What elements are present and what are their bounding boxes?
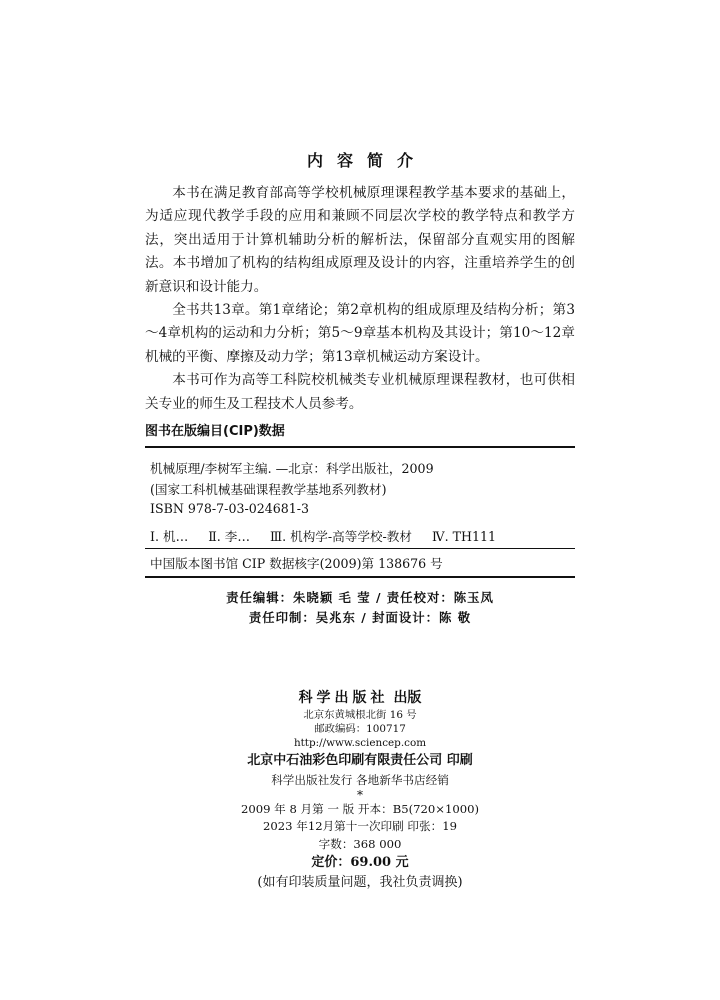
summary-body — [145, 182, 575, 416]
cip-class-item: Ⅱ. 李… — [208, 529, 250, 544]
cip-mid-rule — [145, 548, 575, 549]
credits-production: 责任印制：吴兆东 / 封面设计：陈 敬 — [248, 610, 472, 625]
printing-line: 2023 年12月第十一次印刷 印张：19 — [263, 819, 457, 834]
publisher-postcode: 邮政编码：100717 — [314, 723, 406, 735]
cip-series-line: (国家工科机械基础课程教学基地系列教材) — [150, 482, 387, 497]
imprint-block — [0, 688, 720, 893]
word-count: 字数：368 000 — [318, 836, 402, 851]
publisher-url: http://www.sciencep.com — [293, 737, 427, 749]
distribution-line: 科学出版社发行 各地新华书店经销 — [271, 773, 449, 787]
cip-bottom-rule — [145, 576, 575, 578]
summary-title: 内容简介 — [306, 151, 427, 170]
summary-paragraph: 本书在满足教育部高等学校机械原理课程教学基本要求的基础上，为适应现代教学手段的应用和兼顾不同层次学校的教学特点和教学方法，突出适用于计算机辅助分析的解析法，保留部分直观实用的图解法。本书增加了机构的结构组成原理及设计的内容，注重培养学生的创新意识和设计能力。 — [145, 185, 575, 295]
cip-class-item: Ⅳ. TH111 — [432, 529, 497, 544]
printer-name: 北京中石油彩色印刷有限责任公司 — [247, 753, 443, 768]
quality-note: (如有印装质量问题，我社负责调换) — [257, 874, 463, 890]
separator-star: * — [357, 788, 363, 803]
printer-suffix: 印刷 — [446, 753, 473, 768]
publisher-line — [0, 688, 720, 708]
price: 定价：69.00 元 — [311, 854, 409, 870]
cip-top-rule — [145, 446, 575, 448]
summary-paragraph: 本书可作为高等工科院校机械类专业机械原理课程教材，也可供相关专业的师生及工程技术人员参考。 — [145, 372, 575, 412]
cip-record-line: 中国版本图书馆 CIP 数据核字(2009)第 138676 号 — [150, 556, 443, 571]
publisher-suffix: 出版 — [393, 690, 422, 706]
publisher-address: 北京东黄城根北街 16 号 — [303, 709, 417, 721]
cip-classification-line — [150, 526, 512, 545]
printer-line — [0, 750, 720, 772]
credits-editors: 责任编辑：朱晓颖 毛 莹 / 责任校对：陈玉凤 — [226, 590, 494, 605]
edition-line: 2009 年 8 月第 一 版 开本：B5(720×1000) — [240, 802, 480, 817]
cip-heading: 图书在版编目(CIP)数据 — [145, 424, 285, 439]
summary-paragraph: 全书共13章。第1章绪论；第2章机构的组成原理及结构分析；第3～4章机构的运动和力分析；第5～9章基本机构及其设计；第10～12章机械的平衡、摩擦及动力学；第13章机械运动方案设计。 — [145, 302, 575, 365]
cip-title-line: 机械原理/李树军主编. —北京：科学出版社，2009 — [150, 461, 434, 476]
cip-isbn-line: ISBN 978-7-03-024681-3 — [150, 501, 310, 516]
cip-class-item: Ⅰ. 机… — [150, 529, 189, 544]
cip-class-item: Ⅲ. 机构学-高等学校-教材 — [269, 529, 412, 544]
publisher-name: 科学出版社 — [298, 690, 389, 706]
